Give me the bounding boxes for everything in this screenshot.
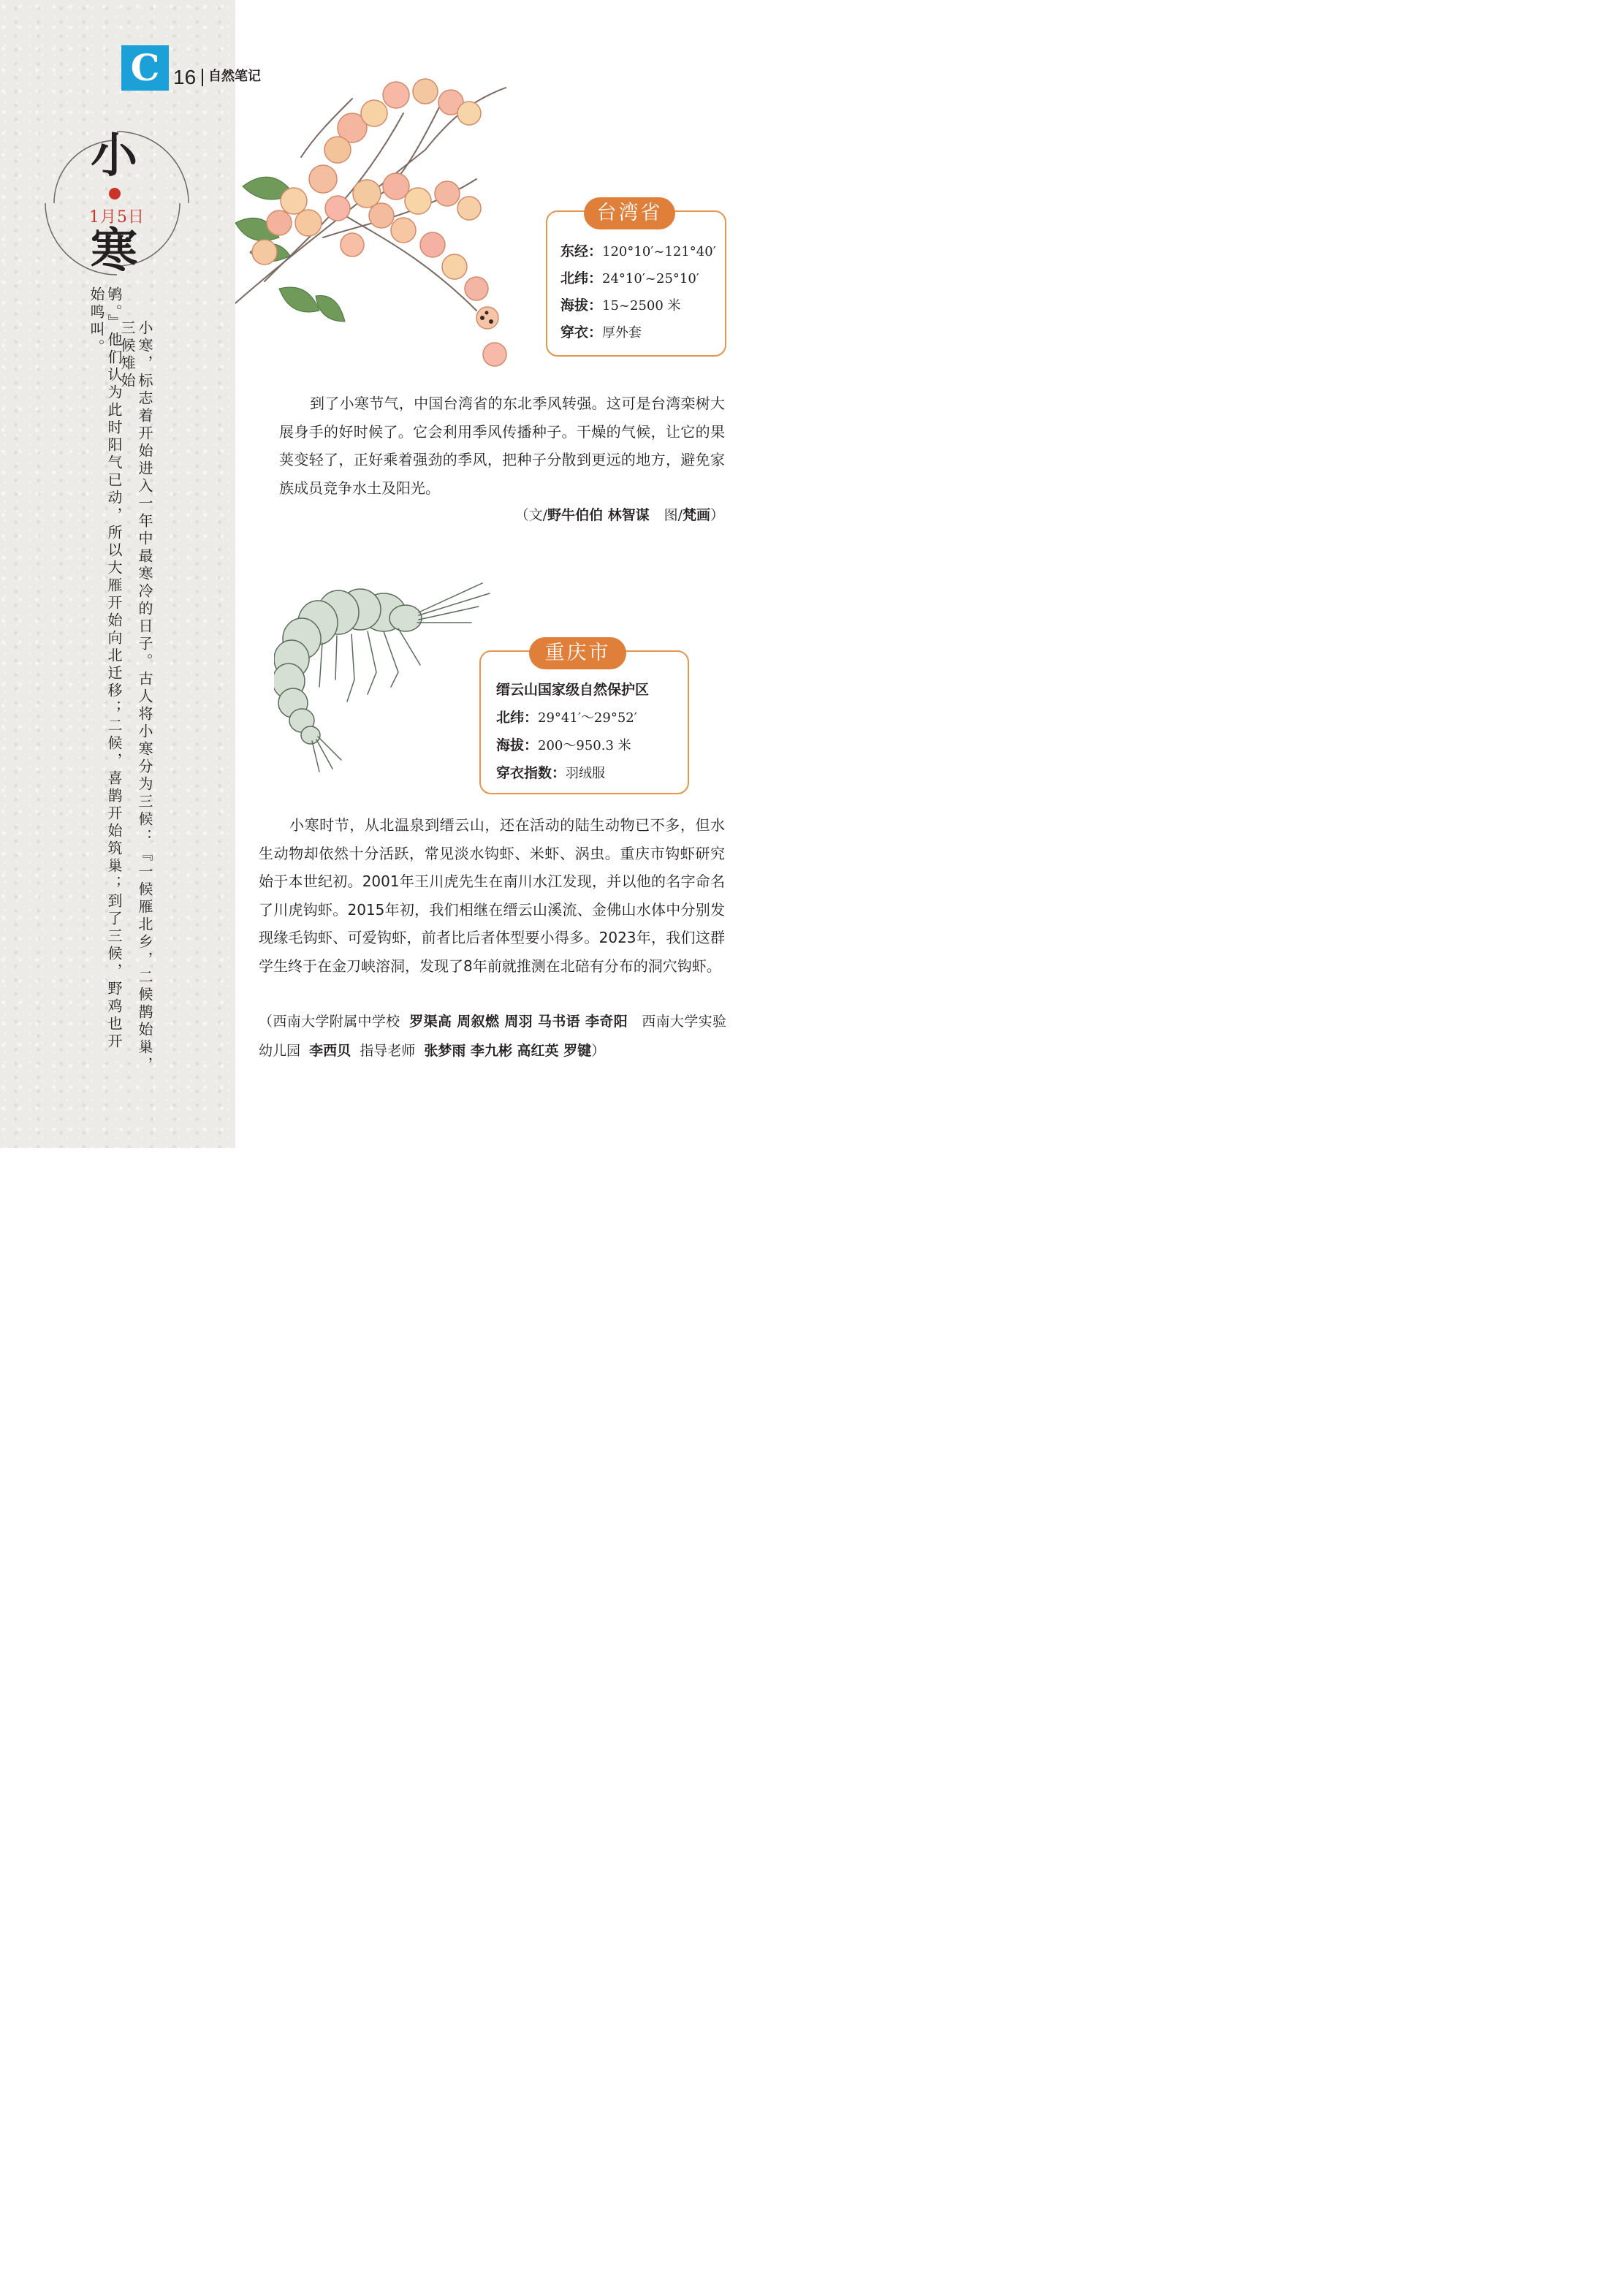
- intro-column-1: 小寒，标志着开始进入一年中最寒冷的日子。古人将小寒分为三候：『一候雁北乡，二候鹊始巢，三候雉始: [118, 320, 153, 1074]
- article-1-credit: （文/野牛伯伯 林智谋 图/梵画）: [514, 507, 724, 523]
- card-row-clothing-index: 穿衣指数：羽绒服: [496, 765, 606, 781]
- article-1-body: 到了小寒节气，中国台湾省的东北季风转强。这可是台湾栾树大展身手的好时候了。它会利用季风传播种子。干燥的气候，让它的果荚变轻了，正好乘着强劲的季风，把种子分散到更远的地方，避免家族成员竞争水土及阳光。: [279, 395, 725, 497]
- solar-term-char-1: 小: [91, 129, 137, 183]
- page-number: 16: [173, 66, 197, 88]
- card-row-altitude: 海拔：15~2500 米: [560, 297, 681, 313]
- card-row-latitude: 北纬：29°41′～29°52′: [496, 710, 637, 726]
- chongqing-info-card: [479, 642, 689, 794]
- amphipod-illustration: [274, 577, 493, 775]
- card-reserve-name: 缙云山国家级自然保护区: [496, 682, 650, 698]
- article-2-body: 小寒时节，从北温泉到缙云山，还在活动的陆生动物已不多，但水生动物却依然十分活跃，常见淡水钩虾、米虾、涡虫。重庆市钩虾研究始于本世纪初。2001年王川虎先生在南川水江发现，并以他的名字命名了川虎钩虾。2015年初，我们相继在缙云山溪流、金佛山水体中分别发现缘毛钩虾、可爱钩虾，前者比后者体型要小得多。2023年，我们这群学生终于在金刀峡溶洞，发现了8年前就推测在北碚有分布的洞穴钩虾。: [259, 816, 725, 975]
- solar-term-date: 1月5日: [89, 208, 145, 227]
- card-row-longitude: 东经：120°10′~121°40′: [560, 243, 716, 259]
- article-2-credit: （西南大学附属中学校 罗渠高 周叙燃 周羽 马书语 李奇阳 西南大学实验幼儿园 李西贝 指导老师 张梦雨 李九彬 高红英 罗键）: [259, 1014, 726, 1059]
- header-divider: [202, 69, 203, 86]
- solar-term-char-2: 寒: [91, 224, 137, 278]
- card-row-clothing: 穿衣：厚外套: [560, 324, 642, 341]
- intro-column-2: 鸲。』他们认为此时阳气已动，所以大雁开始向北迁移；二候，喜鹊开始筑巢；到了三候，野鸡也开始鸣叫。: [88, 286, 123, 1051]
- taiwan-card-title: 台湾省: [584, 197, 675, 229]
- card-row-latitude: 北纬：24°10′~25°10′: [560, 270, 699, 286]
- chongqing-card-title: 重庆市: [529, 637, 626, 669]
- seal-stamp-icon: [109, 188, 121, 199]
- section-name: 自然笔记: [208, 69, 261, 84]
- taiwan-info-card: [546, 202, 726, 357]
- goldenrain-tree-illustration: [235, 69, 542, 376]
- card-row-altitude: 海拔：200～950.3 米: [496, 737, 631, 753]
- section-badge: C: [121, 45, 169, 91]
